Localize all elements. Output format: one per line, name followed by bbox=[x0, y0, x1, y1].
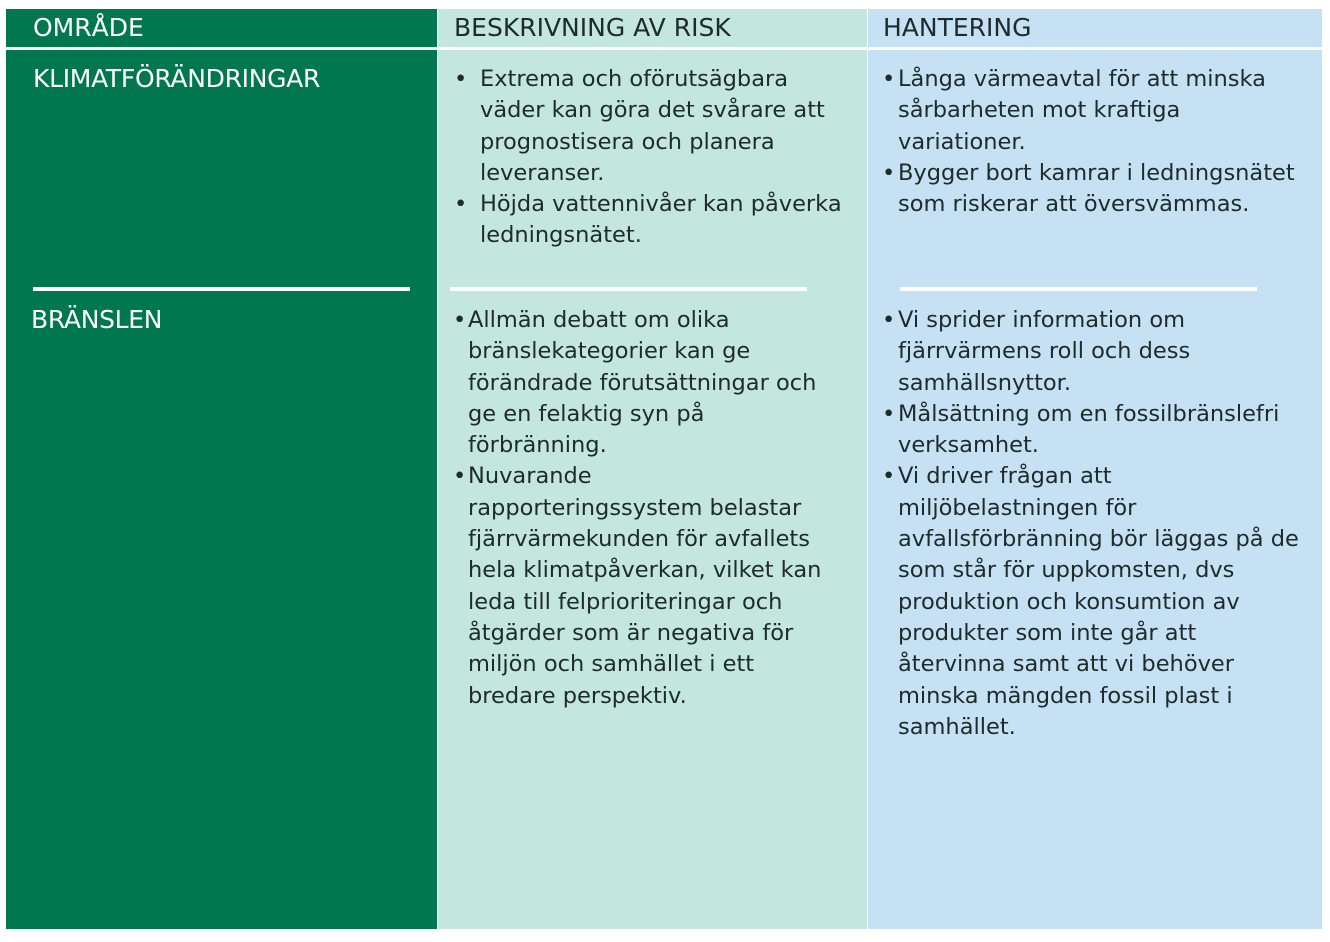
list-item: • Långa värmeavtal för att minska sårbarheten mot kraftiga variationer. bbox=[882, 66, 1266, 155]
list-item: • Vi sprider information om fjärrvärmens roll och dess samhällsnyttor. bbox=[882, 307, 1191, 396]
area-label-fuels: BRÄNSLEN bbox=[31, 305, 163, 334]
header-divider bbox=[6, 47, 1322, 50]
list-item: • Nuvarande rapporteringssystem belastar fjärrvärmekunden för avfallets hela klimatpåverkan, vilket kan leda till felprioriteringar och åtgärder som är negativa för miljön och samhället i ett bredare perspektiv. bbox=[453, 463, 822, 709]
bullet-icon: • bbox=[882, 307, 896, 333]
list-item: • Vi driver frågan att miljöbelastningen för avfallsförbränning bör läggas på de som står för uppkomsten, dvs produktion och konsumtion av produkter som inte går att återvinna samt att vi behöver minska mängden fossil plast i samhället. bbox=[882, 463, 1299, 740]
bullet-icon: • bbox=[882, 66, 896, 92]
risk-list-fuels bbox=[453, 305, 828, 712]
area-label-climate: KLIMATFÖRÄNDRINGAR bbox=[33, 64, 321, 93]
list-item: • Höjda vattennivåer kan påverka ledningsnätet. bbox=[454, 191, 842, 249]
bullet-icon: • bbox=[882, 400, 896, 427]
list-item: • Bygger bort kamrar i ledningsnätet som riskerar att översvämmas. bbox=[882, 159, 1295, 218]
bullet-icon: • bbox=[453, 307, 467, 333]
bullet-icon: • bbox=[453, 463, 467, 490]
row-divider-risk bbox=[450, 287, 807, 291]
management-list-climate bbox=[882, 64, 1308, 220]
header-risk: BESKRIVNING AV RISK bbox=[454, 13, 731, 42]
bullet-icon: • bbox=[454, 66, 468, 92]
list-item: • Målsättning om en fossilbränslefri verksamhet. bbox=[882, 400, 1280, 459]
bullet-icon: • bbox=[454, 191, 468, 218]
list-item: • Allmän debatt om olika bränslekategorier kan ge förändrade förutsättningar och ge en felaktig syn på förbränning. bbox=[453, 307, 817, 459]
header-management: HANTERING bbox=[883, 13, 1032, 42]
list-item: • Extrema och oförutsägbara väder kan göra det svårare att prognostisera och planera leveranser. bbox=[454, 66, 825, 186]
bullet-icon: • bbox=[882, 463, 896, 490]
management-list-fuels bbox=[882, 305, 1308, 743]
bullet-icon: • bbox=[882, 159, 896, 186]
area-column bbox=[6, 9, 437, 929]
row-divider-management bbox=[900, 287, 1257, 291]
risk-list-climate bbox=[454, 64, 842, 252]
header-area: OMRÅDE bbox=[33, 13, 144, 42]
row-divider-area bbox=[33, 287, 410, 291]
